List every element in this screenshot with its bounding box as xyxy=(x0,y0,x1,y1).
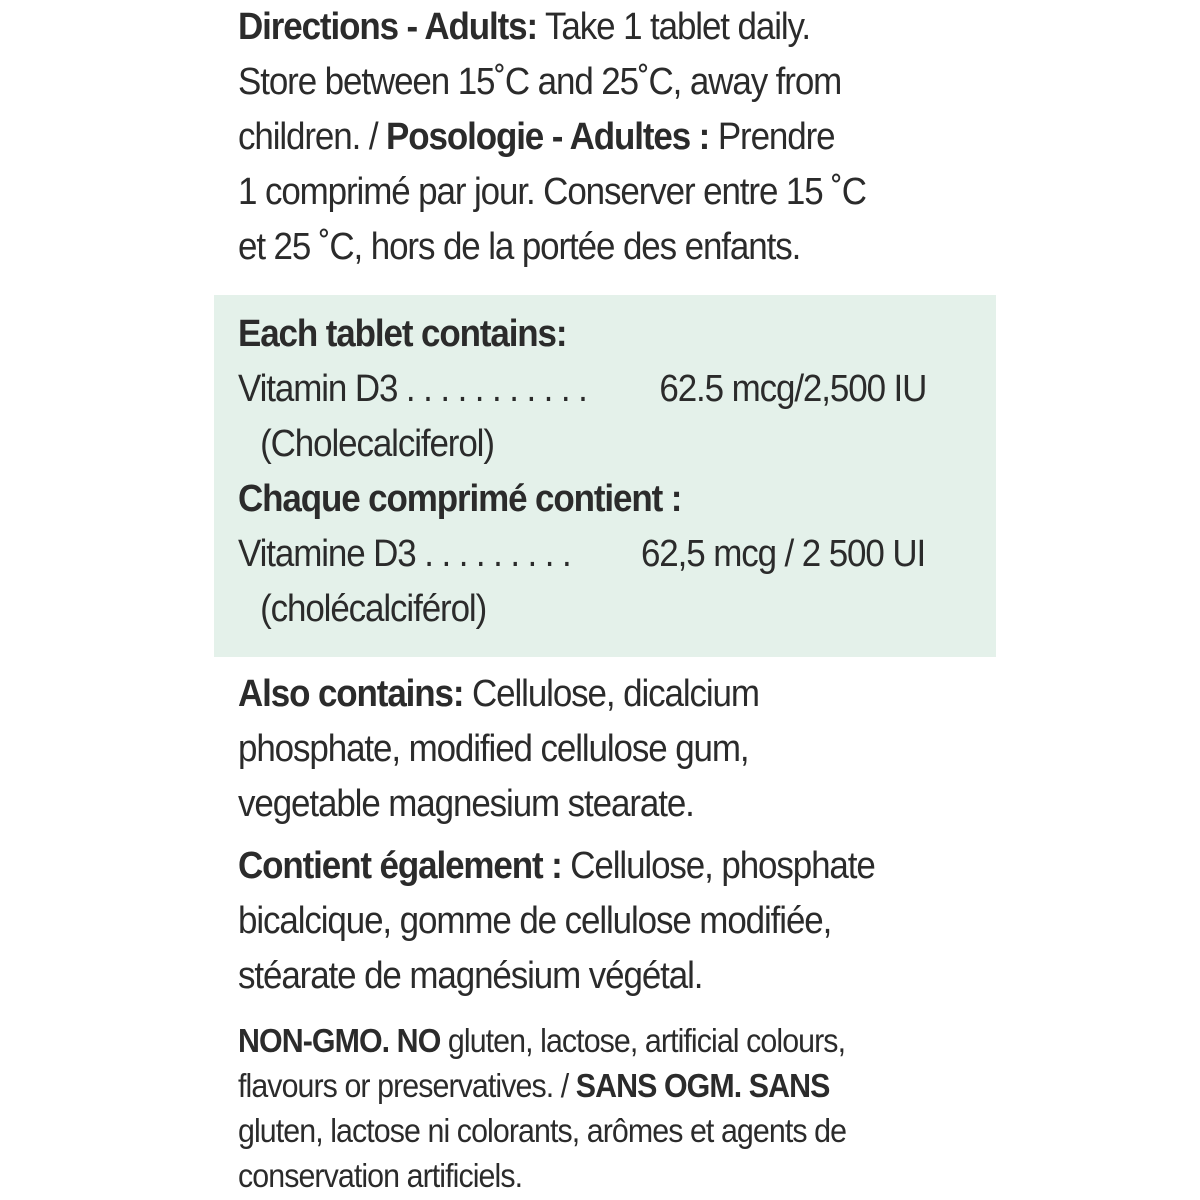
directions-text-children: children. / xyxy=(238,116,387,158)
directions-line-4: 1 comprimé par jour. Conserver entre 15 ˚C xyxy=(238,171,866,213)
also-contains-line-1 xyxy=(238,667,974,722)
free-from-section xyxy=(238,1018,919,1198)
directions-heading: Directions - Adults: xyxy=(238,6,538,48)
free-from-line-2 xyxy=(238,1063,919,1108)
directions-line-3 xyxy=(238,110,974,165)
free-from-line-3: gluten, lactose ni colorants, arômes et agents de xyxy=(238,1112,847,1149)
contient-line-2: bicalcique, gomme de cellulose modifiée, xyxy=(238,900,832,942)
ingredient-amount-fr: 62,5 mcg / 2 500 UI xyxy=(640,533,926,575)
directions-text: Take 1 tablet daily. xyxy=(537,6,810,48)
ingredient-source-fr: (cholécalciférol) xyxy=(260,588,487,630)
ingredient-name-fr: Vitamine D3 . . . . . . . . . xyxy=(238,533,571,575)
sans-ogm-heading: SANS OGM. SANS xyxy=(575,1067,830,1104)
also-contains-text: Cellulose, dicalcium xyxy=(463,673,759,715)
ingredient-row-fr xyxy=(238,527,974,582)
contient-line-1 xyxy=(238,839,974,894)
free-from-text-1: gluten, lactose, artificial colours, xyxy=(440,1022,846,1059)
contient-heading: Contient également : xyxy=(238,845,562,887)
also-contains-heading: Also contains: xyxy=(238,673,464,715)
ingredients-heading-en: Each tablet contains: xyxy=(238,313,567,355)
directions-line-2: Store between 15˚C and 25˚C, away from xyxy=(238,61,842,103)
contient-text: Cellulose, phosphate xyxy=(561,845,875,887)
contient-line-3: stéarate de magnésium végétal. xyxy=(238,955,703,997)
ingredients-heading-fr: Chaque comprimé contient : xyxy=(238,478,682,520)
non-gmo-heading: NON-GMO. NO xyxy=(238,1022,441,1059)
directions-line-1 xyxy=(238,0,974,55)
directions-line-5: et 25 ˚C, hors de la portée des enfants. xyxy=(238,226,801,268)
contient-section xyxy=(238,839,974,1004)
ingredient-name-en: Vitamin D3 . . . . . . . . . . . xyxy=(238,368,587,410)
ingredient-row-en xyxy=(238,362,974,417)
ingredient-source-en: (Cholecalciferol) xyxy=(260,423,494,465)
posologie-text: Prendre xyxy=(709,116,835,158)
free-from-line-1 xyxy=(238,1018,919,1063)
also-contains-section xyxy=(238,667,974,832)
ingredient-amount-en: 62.5 mcg/2,500 IU xyxy=(659,368,927,410)
also-contains-line-2: phosphate, modified cellulose gum, xyxy=(238,728,749,770)
also-contains-line-3: vegetable magnesium stearate. xyxy=(238,783,694,825)
ingredients-panel xyxy=(238,307,974,637)
directions-section xyxy=(238,0,974,275)
free-from-line-4: conservation artificiels. xyxy=(238,1157,523,1194)
free-from-text-2: flavours or preservatives. / xyxy=(238,1067,576,1104)
posologie-heading: Posologie - Adultes : xyxy=(386,116,710,158)
